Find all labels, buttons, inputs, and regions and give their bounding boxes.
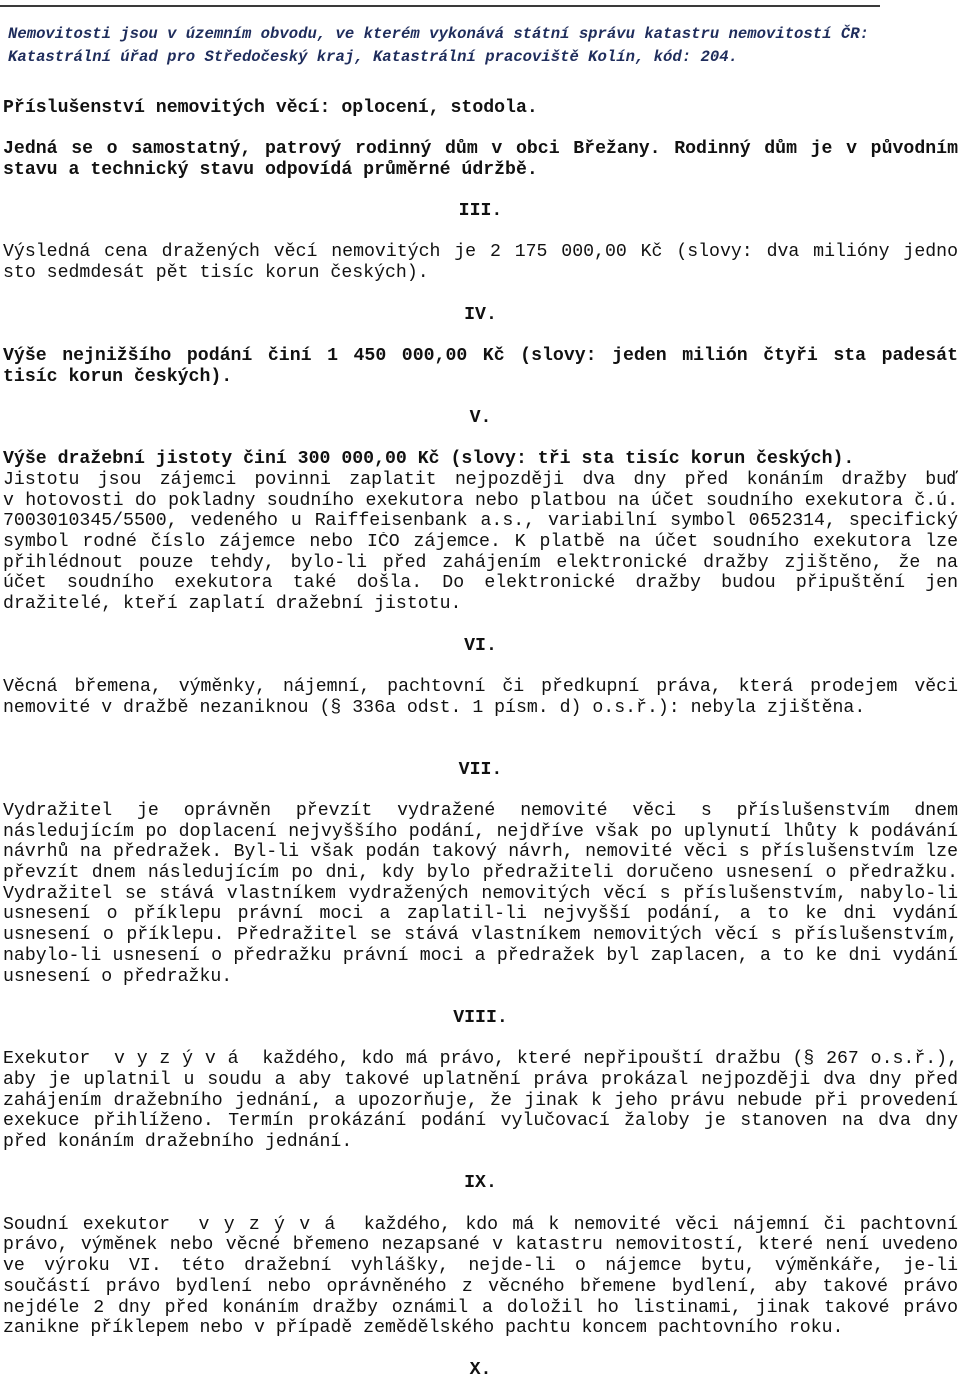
section-viii-numeral: VIII. [453, 1007, 508, 1028]
section-v-line: 7003010345/5500, vedeného u Raiffeisenbank a.s., variabilní symbol 0652314, specifický [3, 511, 958, 532]
section-viii-line: zahájením dražebního jednání, a upozorňuje, že jinak k jeho právu nebude při provedení [3, 1090, 958, 1111]
section-viii-line: exekuce přihlíženo. Termín prokázání podání vylučovací žaloby je stanoven na dva dny [3, 1111, 958, 1132]
section-ix-numeral: IX. [464, 1173, 497, 1194]
section-vii-line: návrhů na předražek. Byl-li však podán takový návrh, nemovité věci s příslušenstvím lze [3, 842, 958, 863]
section-ix-line: zanikne příklepem nebo v případě zemědělského pachtu koncem pachtovního roku. [3, 1318, 844, 1339]
section-vii-line: usnesení o předražku. [3, 966, 233, 987]
section-x-numeral: X. [469, 1359, 492, 1377]
section-viii-line: aby je uplatnil u soudu a aby takové uplatnění práva prokázal nejpozději dva dny před [3, 1069, 958, 1090]
section-vi-numeral: VI. [464, 635, 497, 656]
description-line: Jedná se o samostatný, patrový rodinný dům v obci Břežany. Rodinný dům je v původním [3, 139, 958, 160]
description-line: stavu a technický stavu odpovídá průměrné údržbě. [3, 159, 538, 180]
section-vi-line: Věcná břemena, výměnky, nájemní, pachtovní či předkupní práva, která prodejem věci [3, 676, 958, 697]
section-iii-line: sto sedmdesát pět tisíc korun českých). [3, 263, 429, 284]
section-vii-line: usnesení o příklepu. Předražitel se stává vlastníkem nemovitých věcí s příslušenstvím, [3, 925, 958, 946]
section-ix-line: nejdéle 2 dny před konáním dražby oznámil a doložil ho listinami, jinak takové právo [3, 1297, 958, 1318]
cadastre-header-line-2: Katastrální úřad pro Středočeský kraj, Katastrální pracoviště Kolín, kód: 204. [8, 48, 738, 66]
section-viii-line: před konáním dražebního jednání. [3, 1132, 353, 1153]
section-vii-numeral: VII. [458, 759, 503, 780]
section-iv-line: tisíc korun českých). [3, 366, 233, 387]
section-iii-numeral: III. [458, 201, 503, 222]
section-v-line: Jistotu jsou zájemci povinni zaplatit nejpozději dva dny před konáním dražby buď [3, 470, 958, 491]
section-v-line: dražitelé, kteří zaplatí dražební jistotu. [3, 594, 462, 615]
section-ix-line: Soudní exekutor v y z ý v á každého, kdo má k nemovité věci nájemní či pachtovní [3, 1214, 958, 1235]
section-iii-line: Výsledná cena dražených věcí nemovitých je 2 175 000,00 Kč (slovy: dva milióny jedno [3, 242, 958, 263]
top-rule [0, 5, 880, 7]
section-v-line: přihlédnout pouze tehdy, bylo-li před zahájením elektronické dražby zjištěno, že na [3, 552, 958, 573]
cadastre-header-line-1: Nemovitosti jsou v územním obvodu, ve kterém vykonává státní správu katastru nemovitostí ČR: [8, 25, 869, 43]
section-vii-line: Vydražitel je oprávněn převzít vydražené nemovité věci s příslušenstvím dnem [3, 801, 958, 822]
section-vii-line: nabylo-li usnesení o předražku právní moci a předražek byl zaplacen, a to ke dni vydání [3, 945, 958, 966]
section-ix-line: součástí právo bydlení nebo oprávněného z věcného břemene bydlení, aby takové právo [3, 1276, 958, 1297]
section-v-numeral: V. [469, 407, 492, 428]
section-v-line: účet soudního exekutora také došla. Do elektronické dražby budou připuštění jen [3, 573, 958, 594]
section-ix-line: ve výroku VI. této dražební vyhlášky, nejde-li o nájemce bytu, výměnkáře, je-li [3, 1256, 958, 1277]
section-vii-line: usnesení o příklepu právní moci a zaplatil-li nejvyšší podání, a to ke dni vydání [3, 904, 958, 925]
section-vii-line: převzít dnem následujícím po dni, kdy bylo předražiteli doručeno usnesení o předražku. [3, 863, 958, 884]
section-iv-line: Výše nejnižšího podání činí 1 450 000,00 Kč (slovy: jeden milión čtyři sta padesát [3, 345, 958, 366]
section-iv-numeral: IV. [464, 304, 497, 325]
section-v-line: v hotovosti do pokladny soudního exekutora nebo platbou na účet soudního exekutora č.ú. [3, 490, 958, 511]
section-viii-line: Exekutor v y z ý v á každého, kdo má právo, které nepřipouští dražbu (§ 267 o.s.ř.), [3, 1049, 958, 1070]
auction-document-body [3, 98, 958, 1377]
section-v-line: symbol rodné číslo zájemce nebo IČO zájemce. K platbě na účet soudního exekutora lze [3, 532, 958, 553]
section-v-lead: Výše dražební jistoty činí 300 000,00 Kč (slovy: tři sta tisíc korun českých). [3, 449, 855, 470]
accessories-line: Příslušenství nemovitých věcí: oplocení, stodola. [3, 97, 538, 118]
section-vii-line: Vydražitel se stává vlastníkem vydražených nemovitých věcí s příslušenstvím, nabylo-li [3, 883, 958, 904]
section-vii-line: následujícím po doplacení nejvyššího podání, nejdříve však po uplynutí lhůty k podávání [3, 821, 958, 842]
section-vi-line: nemovité v dražbě nezaniknou (§ 336a odst. 1 písm. d) o.s.ř.): nebyla zjištěna. [3, 697, 866, 718]
section-ix-line: právo, výměnek nebo věcné břemeno nezapsané v katastru nemovitostí, které není uvedeno [3, 1235, 958, 1256]
